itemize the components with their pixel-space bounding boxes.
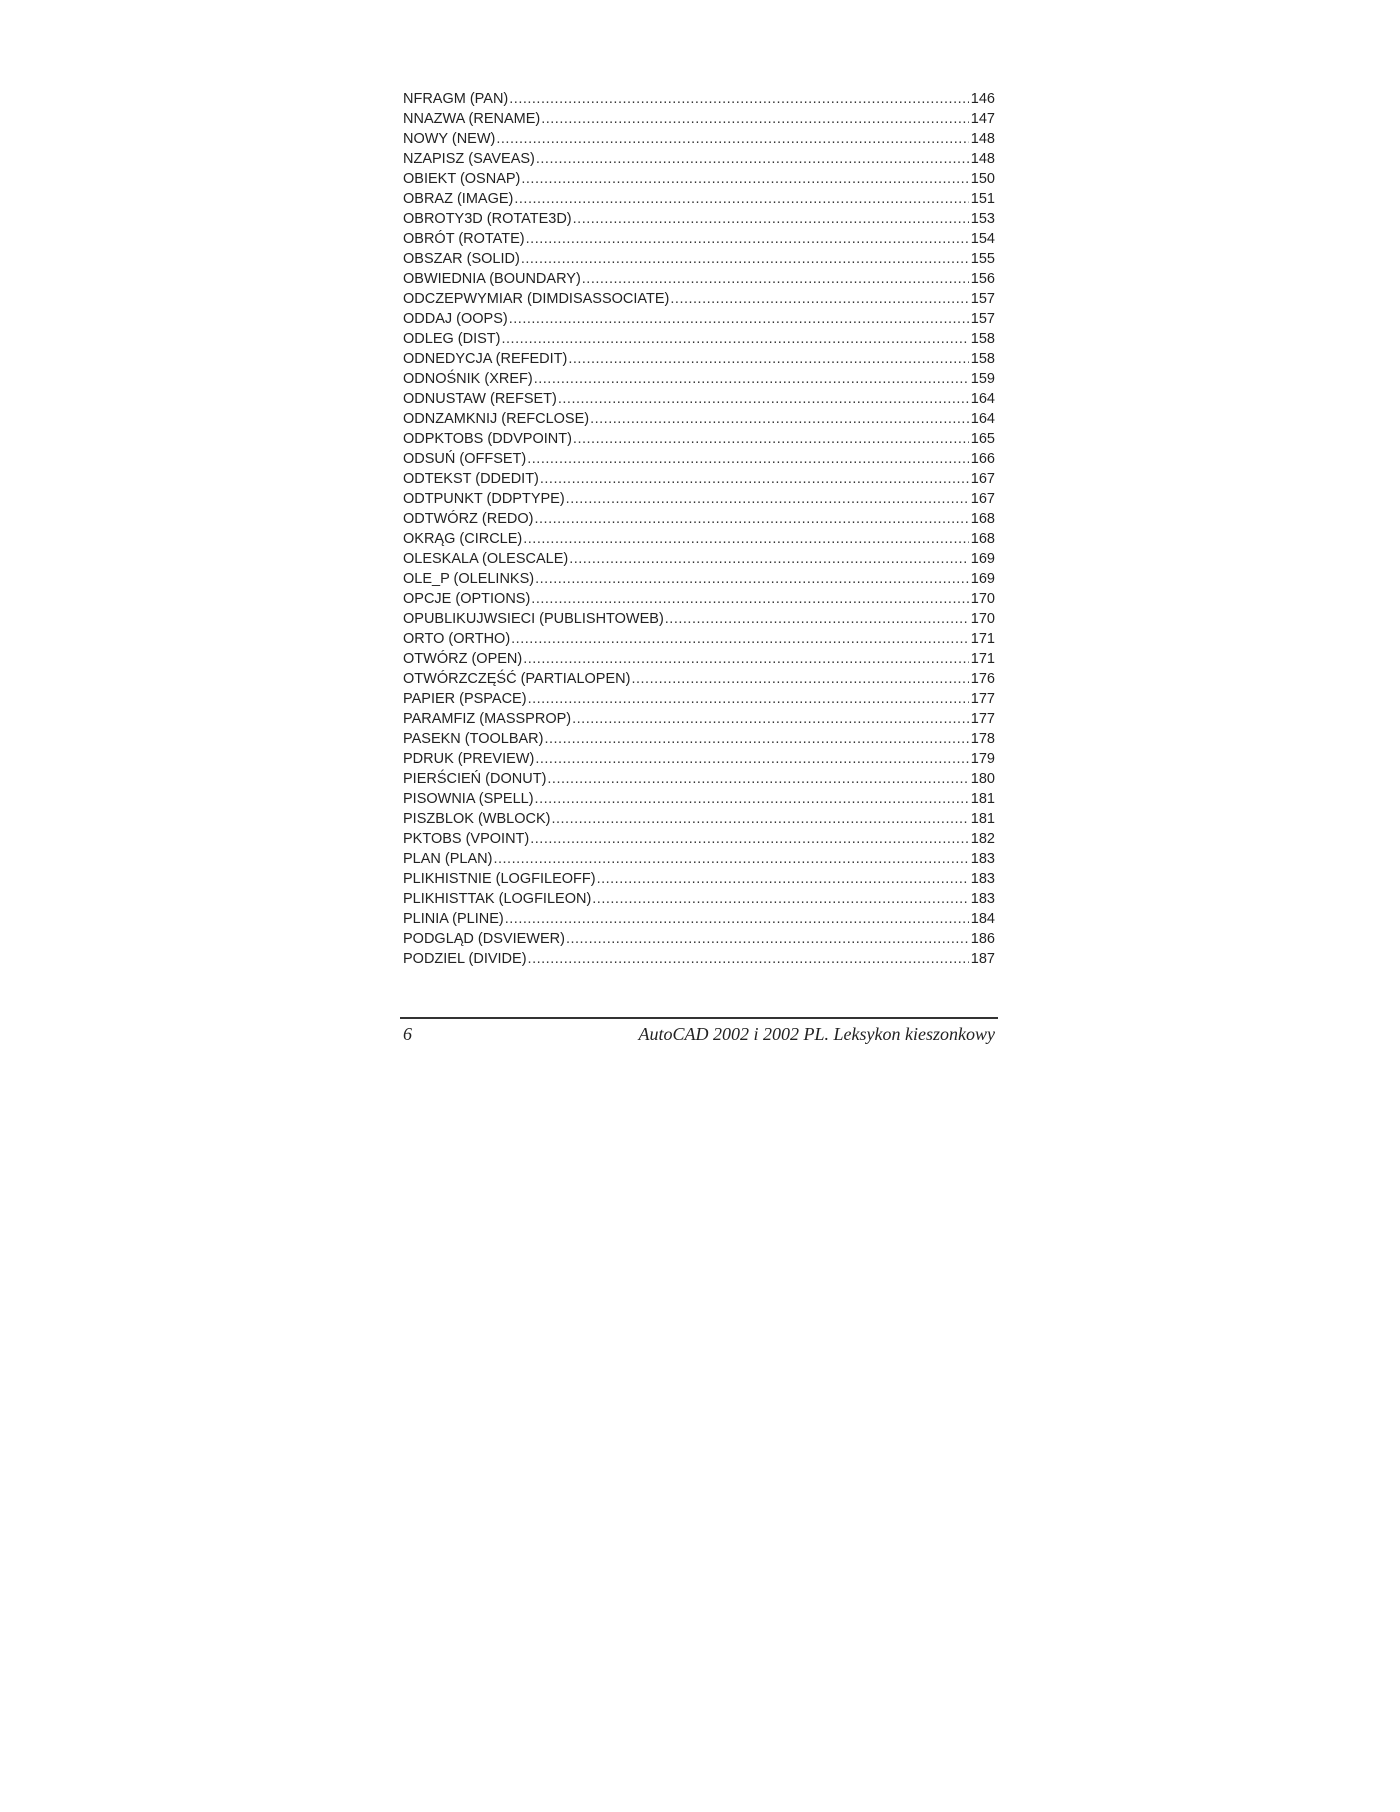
toc-dot-leader (534, 369, 969, 389)
toc-dot-leader (590, 409, 969, 429)
toc-entry-name: ODSUŃ (OFFSET) (403, 451, 527, 467)
toc-entry-name: ODNOŚNIK (XREF) (403, 371, 533, 387)
toc-entry-page: 154 (970, 231, 995, 247)
toc-entry (403, 589, 995, 609)
toc-dot-leader (631, 669, 968, 689)
toc-entry-page: 184 (970, 911, 995, 927)
toc-entry-page: 167 (970, 491, 995, 507)
toc-entry-name: ODNZAMKNIJ (REFCLOSE) (403, 411, 590, 427)
toc-entry-page: 183 (970, 851, 995, 867)
toc-entry-page: 155 (970, 251, 995, 267)
toc-entry-page: 183 (970, 871, 995, 887)
toc-dot-leader (509, 89, 969, 109)
toc-entry-name: ODTEKST (DDEDIT) (403, 471, 539, 487)
toc-entry-name: PLINIA (PLINE) (403, 911, 504, 927)
toc-entry (403, 709, 995, 729)
toc-entry-page: 158 (970, 331, 995, 347)
toc-dot-leader (526, 229, 969, 249)
toc-entry-page: 147 (970, 111, 995, 127)
toc-dot-leader (530, 829, 969, 849)
toc-entry-name: PASEKN (TOOLBAR) (403, 731, 544, 747)
toc-entry-name: ODPKTOBS (DDVPOINT) (403, 431, 572, 447)
toc-dot-leader (547, 769, 968, 789)
toc-entry-page: 179 (970, 751, 995, 767)
toc-entry (403, 669, 995, 689)
toc-entry-page: 148 (970, 151, 995, 167)
toc-dot-leader (665, 609, 969, 629)
toc-dot-leader (566, 929, 969, 949)
toc-entry (403, 729, 995, 749)
toc-entry-name: OPUBLIKUJWSIECI (PUBLISHTOWEB) (403, 611, 664, 627)
toc-entry-name: PARAMFIZ (MASSPROP) (403, 711, 572, 727)
toc-entry-name: PODZIEL (DIVIDE) (403, 951, 527, 967)
toc-entry (403, 349, 995, 369)
toc-entry-name: ODLEG (DIST) (403, 331, 501, 347)
toc-entry-page: 181 (970, 791, 995, 807)
toc-dot-leader (535, 789, 969, 809)
toc-entry-page: 171 (970, 631, 995, 647)
toc-entry-page: 169 (970, 571, 995, 587)
toc-entry-page: 150 (970, 171, 995, 187)
toc-entry-name: OBRÓT (ROTATE) (403, 231, 525, 247)
toc-dot-leader (536, 149, 969, 169)
toc-entry (403, 689, 995, 709)
toc-entry-page: 148 (970, 131, 995, 147)
toc-entry (403, 169, 995, 189)
toc-dot-leader (551, 809, 968, 829)
toc-dot-leader (582, 269, 969, 289)
toc-dot-leader (509, 309, 969, 329)
toc-entry-name: OLE_P (OLELINKS) (403, 571, 535, 587)
toc-entry (403, 289, 995, 309)
toc-entry-page: 164 (970, 411, 995, 427)
toc-dot-leader (511, 629, 969, 649)
toc-entry-name: ODNEDYCJA (REFEDIT) (403, 351, 568, 367)
toc-entry-page: 182 (970, 831, 995, 847)
toc-entry-page: 159 (970, 371, 995, 387)
toc-entry-name: NZAPISZ (SAVEAS) (403, 151, 535, 167)
toc-entry-page: 167 (970, 471, 995, 487)
toc-entry (403, 229, 995, 249)
footer-page-number: 6 (403, 1024, 412, 1044)
toc-entry-page: 168 (970, 531, 995, 547)
toc-entry-page: 180 (970, 771, 995, 787)
toc-entry (403, 209, 995, 229)
toc-entry-name: PAPIER (PSPACE) (403, 691, 527, 707)
toc-dot-leader (521, 169, 968, 189)
toc-dot-leader (528, 949, 969, 969)
toc-entry-page: 177 (970, 711, 995, 727)
toc-entry-page: 164 (970, 391, 995, 407)
toc-entry (403, 489, 995, 509)
toc-entry-name: ORTO (ORTHO) (403, 631, 511, 647)
toc-entry (403, 529, 995, 549)
toc-entry-name: PLIKHISTTAK (LOGFILEON) (403, 891, 592, 907)
toc-entry-page: 170 (970, 591, 995, 607)
table-of-contents (403, 89, 995, 969)
toc-dot-leader (592, 889, 969, 909)
toc-entry-name: NFRAGM (PAN) (403, 91, 509, 107)
toc-dot-leader (496, 129, 968, 149)
toc-entry-page: 158 (970, 351, 995, 367)
toc-entry (403, 309, 995, 329)
toc-dot-leader (535, 569, 969, 589)
toc-dot-leader (597, 869, 969, 889)
toc-entry-name: ODNUSTAW (REFSET) (403, 391, 557, 407)
toc-dot-leader (528, 689, 969, 709)
toc-entry (403, 249, 995, 269)
toc-entry (403, 369, 995, 389)
toc-entry (403, 629, 995, 649)
toc-entry (403, 109, 995, 129)
toc-entry (403, 789, 995, 809)
toc-entry-name: OTWÓRZ (OPEN) (403, 651, 523, 667)
toc-entry-page: 156 (970, 271, 995, 287)
toc-entry-name: OBWIEDNIA (BOUNDARY) (403, 271, 581, 287)
toc-entry-name: ODTPUNKT (DDPTYPE) (403, 491, 565, 507)
toc-entry (403, 829, 995, 849)
toc-dot-leader (523, 529, 969, 549)
toc-dot-leader (535, 749, 968, 769)
toc-entry-name: PLIKHISTNIE (LOGFILEOFF) (403, 871, 596, 887)
toc-entry (403, 389, 995, 409)
toc-entry (403, 549, 995, 569)
toc-entry-name: OBROTY3D (ROTATE3D) (403, 211, 572, 227)
footer-rule (400, 1017, 998, 1019)
toc-dot-leader (568, 349, 968, 369)
toc-entry (403, 769, 995, 789)
toc-entry (403, 129, 995, 149)
toc-dot-leader (534, 509, 968, 529)
toc-entry (403, 269, 995, 289)
toc-dot-leader (569, 549, 969, 569)
toc-entry-name: PISOWNIA (SPELL) (403, 791, 534, 807)
toc-entry (403, 869, 995, 889)
toc-entry-name: PISZBLOK (WBLOCK) (403, 811, 551, 827)
toc-dot-leader (573, 209, 969, 229)
footer-book-title: AutoCAD 2002 i 2002 PL. Leksykon kieszonkowy (638, 1024, 995, 1044)
toc-dot-leader (514, 189, 968, 209)
toc-entry (403, 609, 995, 629)
toc-dot-leader (521, 249, 969, 269)
toc-entry-page: 169 (970, 551, 995, 567)
toc-dot-leader (541, 109, 969, 129)
toc-entry-page: 151 (970, 191, 995, 207)
toc-dot-leader (670, 289, 968, 309)
toc-entry-page: 186 (970, 931, 995, 947)
toc-dot-leader (540, 469, 969, 489)
toc-entry (403, 429, 995, 449)
toc-entry-name: PIERŚCIEŃ (DONUT) (403, 771, 547, 787)
page-footer (403, 1024, 995, 1045)
toc-dot-leader (566, 489, 969, 509)
toc-entry-name: PDRUK (PREVIEW) (403, 751, 535, 767)
toc-entry-page: 178 (970, 731, 995, 747)
toc-entry-page: 170 (970, 611, 995, 627)
toc-entry-name: ODCZEPWYMIAR (DIMDISASSOCIATE) (403, 291, 670, 307)
toc-entry-page: 146 (970, 91, 995, 107)
toc-entry (403, 189, 995, 209)
toc-entry-page: 176 (970, 671, 995, 687)
toc-entry (403, 409, 995, 429)
toc-dot-leader (523, 649, 969, 669)
toc-entry (403, 889, 995, 909)
toc-entry-page: 157 (970, 311, 995, 327)
toc-entry-page: 183 (970, 891, 995, 907)
toc-dot-leader (531, 589, 969, 609)
toc-entry-name: PKTOBS (VPOINT) (403, 831, 530, 847)
toc-entry-name: OBIEKT (OSNAP) (403, 171, 521, 187)
toc-dot-leader (505, 909, 969, 929)
toc-entry (403, 449, 995, 469)
toc-dot-leader (573, 429, 969, 449)
toc-entry (403, 949, 995, 969)
toc-entry-page: 181 (970, 811, 995, 827)
toc-entry (403, 909, 995, 929)
toc-entry (403, 329, 995, 349)
toc-entry (403, 149, 995, 169)
toc-dot-leader (527, 449, 969, 469)
toc-entry-name: ODTWÓRZ (REDO) (403, 511, 534, 527)
toc-dot-leader (544, 729, 968, 749)
toc-entry-name: NNAZWA (RENAME) (403, 111, 541, 127)
toc-entry-page: 153 (970, 211, 995, 227)
toc-entry-name: OLESKALA (OLESCALE) (403, 551, 569, 567)
toc-entry-name: OPCJE (OPTIONS) (403, 591, 531, 607)
toc-entry-page: 168 (970, 511, 995, 527)
toc-entry (403, 749, 995, 769)
toc-entry (403, 649, 995, 669)
toc-entry (403, 469, 995, 489)
toc-entry-name: NOWY (NEW) (403, 131, 496, 147)
toc-entry (403, 929, 995, 949)
toc-entry-page: 171 (970, 651, 995, 667)
toc-dot-leader (558, 389, 969, 409)
toc-entry-page: 165 (970, 431, 995, 447)
toc-entry (403, 569, 995, 589)
toc-entry-name: OKRĄG (CIRCLE) (403, 531, 523, 547)
toc-entry-name: OBRAZ (IMAGE) (403, 191, 514, 207)
toc-entry-name: ODDAJ (OOPS) (403, 311, 508, 327)
toc-entry-name: PLAN (PLAN) (403, 851, 493, 867)
toc-dot-leader (572, 709, 969, 729)
toc-entry-page: 187 (970, 951, 995, 967)
toc-entry-page: 157 (970, 291, 995, 307)
toc-entry-name: OBSZAR (SOLID) (403, 251, 520, 267)
toc-entry (403, 89, 995, 109)
toc-entry-name: PODGLĄD (DSVIEWER) (403, 931, 565, 947)
toc-dot-leader (493, 849, 968, 869)
toc-entry-page: 166 (970, 451, 995, 467)
toc-entry (403, 809, 995, 829)
toc-entry (403, 849, 995, 869)
toc-entry-name: OTWÓRZCZĘŚĆ (PARTIALOPEN) (403, 671, 631, 687)
toc-entry-page: 177 (970, 691, 995, 707)
toc-entry (403, 509, 995, 529)
toc-dot-leader (501, 329, 968, 349)
